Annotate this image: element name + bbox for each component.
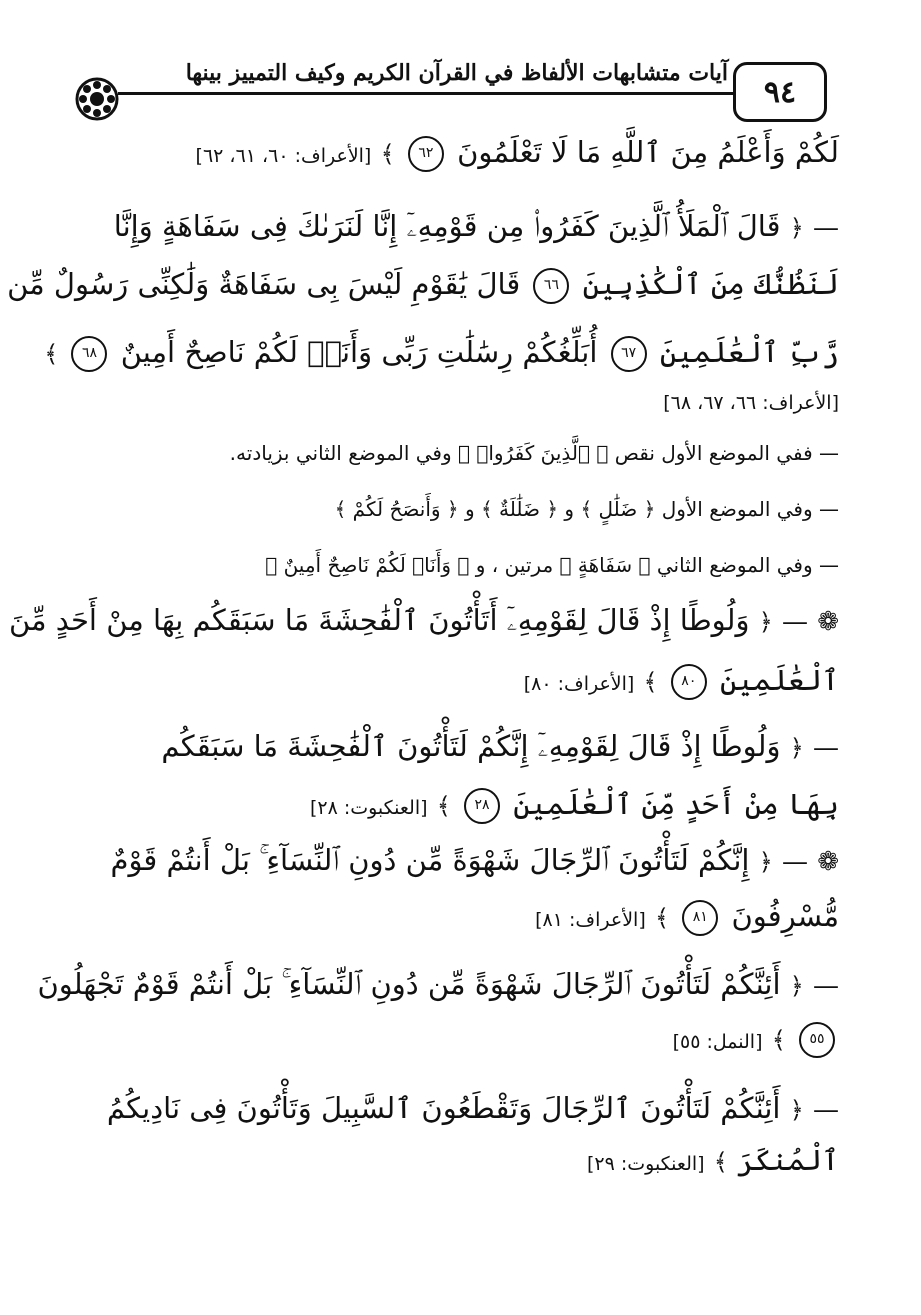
quran-text: وَلُوطًا إِذْ قَالَ لِقَوْمِهِۦٓ إِنَّكُمْ لَتَأْتُونَ ٱلْفَٰحِشَةَ مَا سَبَقَكُم [161, 729, 781, 763]
dash: — [813, 971, 839, 1001]
reference: [الأعراف: ٨١] [535, 909, 646, 931]
rosette-ornament-icon [74, 76, 120, 122]
open-bracket: ﴿ [789, 734, 804, 762]
quran-text: أَئِنَّكُمْ لَتَأْتُونَ ٱلرِّجَالَ شَهْوَةً مِّن دُونِ ٱلنِّسَآءِ ۚ بَلْ أَنتُمْ قَوْمٌ تَجْهَلُونَ [37, 967, 781, 1001]
ayah-number-icon: ٢٨ [464, 788, 500, 824]
quran-text: إِنَّكُمْ لَتَأْتُونَ ٱلرِّجَالَ شَهْوَةً مِّن دُونِ ٱلنِّسَآءِ ۚ بَلْ أَنتُمْ قَوْمٌ [110, 843, 750, 877]
ayah-number-icon: ٦٧ [611, 336, 647, 372]
quran-text: ٱلْعَٰلَمِينَ [720, 663, 839, 697]
text-line [37, 964, 839, 1006]
quran-text: قَالَ ٱلْمَلَأُ ٱلَّذِينَ كَفَرُوا۟ مِن قَوْمِهِۦٓ إِنَّا لَنَرَىٰكَ فِى سَفَاهَةٍ وَإِنَّا [113, 209, 781, 243]
dash: — [813, 733, 839, 763]
text-line [82, 726, 839, 768]
dash: — [781, 607, 808, 637]
ayah-number-icon: ٦٦ [533, 268, 569, 304]
note-line [82, 436, 839, 470]
page-number [733, 62, 827, 122]
close-bracket: ﴾ [654, 904, 670, 932]
close-bracket: ﴾ [771, 1026, 786, 1054]
close-bracket: ﴾ [436, 792, 451, 820]
rosette-icon: ❁ [817, 607, 839, 637]
ayah-number-icon: ٥٥ [799, 1022, 835, 1058]
open-bracket: ﴿ [789, 214, 804, 242]
text-line [8, 600, 839, 642]
dash: — [813, 1095, 839, 1125]
close-bracket: ﴾ [643, 668, 658, 696]
quran-text: وَلُوطًا إِذْ قَالَ لِقَوْمِهِۦٓ أَتَأْتُونَ ٱلْفَٰحِشَةَ مَا سَبَقَكُم بِهَا مِنْ أَحَدٍ مِّنَ [8, 603, 750, 637]
quran-text: بِهَا مِنْ أَحَدٍ مِّنَ ٱلْعَٰلَمِينَ [513, 787, 839, 821]
note-text: — ففي الموضع الأول نقص ﴿ ٱلَّذِينَ كَفَرُوا۟ ﴾ وفي الموضع الثاني بزيادته. [229, 441, 839, 465]
rosette-icon: ❁ [817, 847, 839, 877]
quran-text: لَكُمْ وَأَعْلَمُ مِنَ ٱللَّهِ مَا لَا تَعْلَمُونَ [457, 135, 839, 169]
reference: [العنكبوت: ٢٩] [586, 1153, 705, 1175]
ayah-number-icon: ٦٢ [408, 136, 444, 172]
reference: [الأعراف: ٦٠، ٦١، ٦٢] [195, 145, 372, 167]
quran-text: لَنَظُنُّكَ مِنَ ٱلْكَٰذِبِينَ [582, 267, 839, 301]
text-line [82, 392, 839, 414]
text-line [7, 264, 839, 304]
quran-text: مُّسْرِفُونَ [731, 899, 839, 933]
text-line [82, 1140, 839, 1184]
reference: [الأعراف: ٨٠] [523, 673, 635, 695]
reference: [النمل: ٥٥] [672, 1031, 763, 1053]
text-line [82, 132, 839, 176]
open-bracket: ﴿ [758, 848, 773, 876]
text-line [44, 332, 839, 374]
close-bracket: ﴾ [44, 340, 59, 368]
text-line [82, 784, 839, 828]
ayah-number-icon: ٨٠ [671, 664, 707, 700]
quran-text: رَّبِّ ٱلْعَٰلَمِينَ [659, 335, 839, 369]
text-line [82, 1088, 839, 1130]
text-line [82, 840, 839, 882]
reference: [العنكبوت: ٢٨] [309, 797, 428, 819]
quran-text: ٱلْمُنكَرَ [737, 1143, 839, 1177]
reference: [الأعراف: ٦٦، ٦٧، ٦٨] [663, 392, 839, 414]
quran-text: قَالَ يَٰقَوْمِ لَيْسَ بِى سَفَاهَةٌ وَلَٰكِنِّى رَسُولٌ مِّن [7, 267, 521, 301]
dash: — [813, 213, 839, 243]
open-bracket: ﴿ [789, 1096, 804, 1124]
running-header-title: آيات متشابهات الألفاظ في القرآن الكريم وكيف التمييز بينها [185, 60, 728, 86]
quran-text: أُبَلِّغُكُمْ رِسَٰلَٰتِ رَبِّى وَأَنَا۠ لَكُمْ نَاصِحٌ أَمِينٌ [120, 335, 598, 369]
header-rule [118, 92, 736, 95]
open-bracket: ﴿ [789, 972, 804, 1000]
page-number-text: ٩٤ [763, 74, 797, 110]
ayah-number-icon: ٦٨ [71, 336, 107, 372]
note-line [82, 548, 839, 582]
text-line [82, 1018, 839, 1062]
note-text: — وفي الموضع الأول ﴿ ضَلَٰلٍ ﴾ و ﴿ ضَلَٰلَةٌ ﴾ و ﴿ وَأَنصَحُ لَكُمْ ﴾ [334, 497, 839, 521]
close-bracket: ﴾ [713, 1148, 728, 1176]
text-line [82, 660, 839, 704]
dash: — [781, 847, 808, 877]
ayah-number-icon: ٨١ [682, 900, 718, 936]
text-line [82, 206, 839, 248]
note-text: — وفي الموضع الثاني ﴿ سَفَاهَةٍ ﴾ مرتين ، و ﴿ وَأَنَا۠ لَكُمْ نَاصِحٌ أَمِينٌ ﴾ [265, 553, 839, 577]
text-line [82, 896, 839, 940]
open-bracket: ﴿ [758, 608, 773, 636]
note-line [82, 492, 839, 526]
quran-text: أَئِنَّكُمْ لَتَأْتُونَ ٱلرِّجَالَ وَتَقْطَعُونَ ٱلسَّبِيلَ وَتَأْتُونَ فِى نَادِيكُمُ [106, 1091, 781, 1125]
close-bracket: ﴾ [380, 140, 395, 168]
